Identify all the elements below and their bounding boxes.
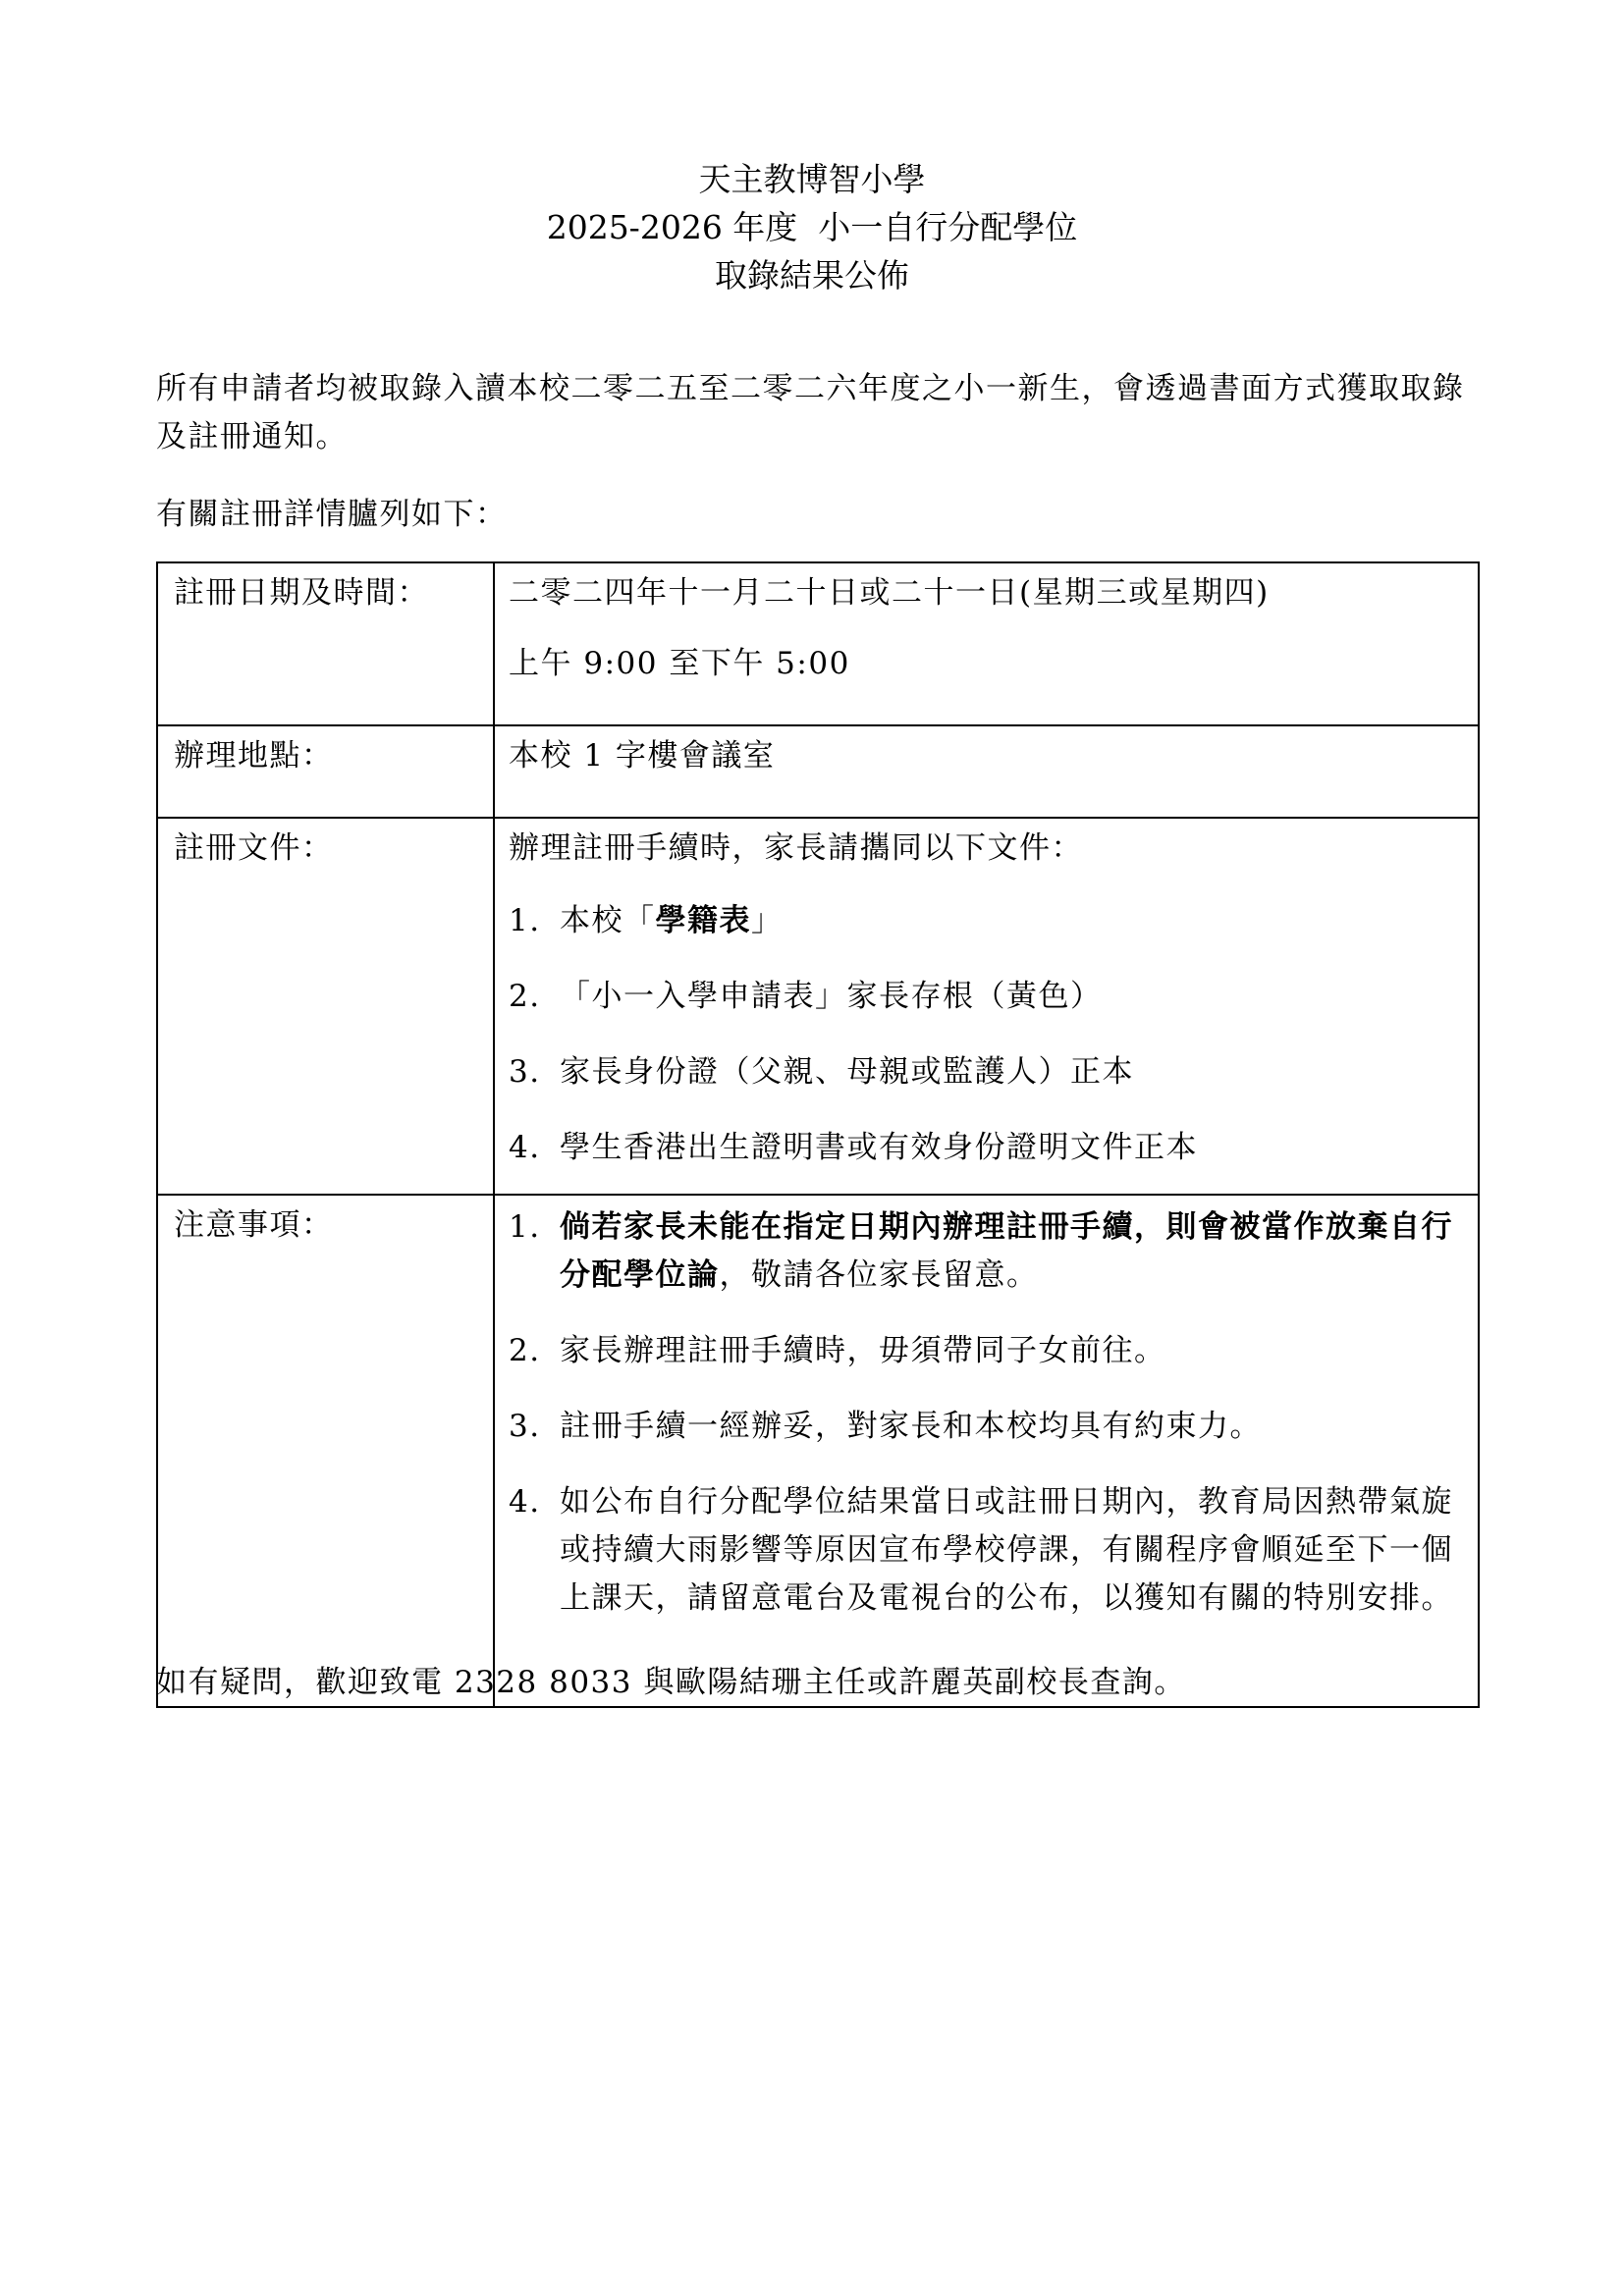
- item-text: 學生香港出生證明書或有效身份證明文件正本: [560, 1130, 1198, 1165]
- notes-content: [494, 1195, 1479, 1707]
- documents-intro: 辦理註冊手續時，家長請攜同以下文件：: [509, 830, 1083, 866]
- venue-content: [494, 725, 1479, 818]
- registration-table: [156, 561, 1480, 1708]
- note-item: [509, 1478, 1466, 1623]
- item-text-bold: 倘若家長未能在指定日期內辦理註冊手續，則會被當作放棄自行分配學位論: [560, 1209, 1453, 1293]
- item-text-part: ，敬請各位家長留意。: [719, 1257, 1039, 1293]
- table-row-documents: [157, 818, 1479, 1195]
- registration-hours: 上午 9:00 至下午 5:00: [509, 646, 850, 681]
- year-line: 2025-2026 年度 小一自行分配學位: [546, 208, 1078, 246]
- note-item: [509, 1327, 1466, 1375]
- item-number: 4.: [509, 1130, 541, 1165]
- item-number: 1.: [509, 903, 541, 938]
- registration-date: 二零二四年十一月二十日或二十一日(星期三或星期四): [509, 575, 1270, 611]
- item-number: 3.: [509, 1054, 541, 1090]
- time-label: 註冊日期及時間：: [157, 562, 494, 725]
- note-item: [509, 1203, 1466, 1300]
- venue-label: 辦理地點：: [157, 725, 494, 818]
- details-heading: 有關註冊詳情臚列如下：: [156, 497, 508, 532]
- table-row-time: [157, 562, 1479, 725]
- intro-text: 所有申請者均被取錄入讀本校二零二五至二零二六年度之小一新生，會透過書面方式獲取取錄及註冊通知。: [156, 371, 1465, 454]
- item-text: 家長辦理註冊手續時，毋須帶同子女前往。: [560, 1333, 1166, 1368]
- footer-enquiry: 如有疑問，歡迎致電 2328 8033 與歐陽結珊主任或許麗英副校長查詢。: [156, 1665, 1186, 1700]
- documents-content: [494, 818, 1479, 1195]
- item-text: [560, 897, 1466, 945]
- table-row-notes: [157, 1195, 1479, 1707]
- intro-paragraph: [156, 365, 1477, 461]
- school-name: 天主教博智小學: [698, 160, 926, 198]
- item-number: 3.: [509, 1409, 541, 1444]
- item-number: 2.: [509, 1333, 541, 1368]
- table-row-venue: [157, 725, 1479, 818]
- time-content: [494, 562, 1479, 725]
- item-number: 1.: [509, 1209, 541, 1245]
- item-text: 如公布自行分配學位結果當日或註冊日期內，教育局因熱帶氣旋或持續大雨影響等原因宣布學校停課，有關程序會順延至下一個上課天，請留意電台及電視台的公布，以獲知有關的特別安排。: [560, 1484, 1453, 1616]
- item-number: 2.: [509, 979, 541, 1014]
- documents-label: 註冊文件：: [157, 818, 494, 1195]
- document-item: [509, 1124, 1466, 1172]
- item-text: 註冊手續一經辦妥，對家長和本校均具有約束力。: [560, 1409, 1262, 1444]
- item-text-bold: 學籍表: [655, 903, 751, 938]
- item-text-part: 」: [751, 903, 784, 938]
- venue-value: 本校 1 字樓會議室: [509, 738, 776, 774]
- document-item: [509, 973, 1466, 1021]
- item-text: 家長身份證（父親、母親或監護人）正本: [560, 1054, 1134, 1090]
- item-text-part: 本校「: [560, 903, 656, 938]
- item-number: 4.: [509, 1484, 541, 1520]
- notes-label: 注意事項：: [157, 1195, 494, 1707]
- item-text: [560, 1203, 1466, 1300]
- item-text: 「小一入學申請表」家長存根（黃色）: [560, 979, 1103, 1014]
- announcement-title: 取錄結果公佈: [715, 256, 909, 294]
- title-block: [0, 155, 1624, 299]
- document-item: [509, 1048, 1466, 1096]
- document-item: [509, 897, 1466, 945]
- note-item: [509, 1403, 1466, 1451]
